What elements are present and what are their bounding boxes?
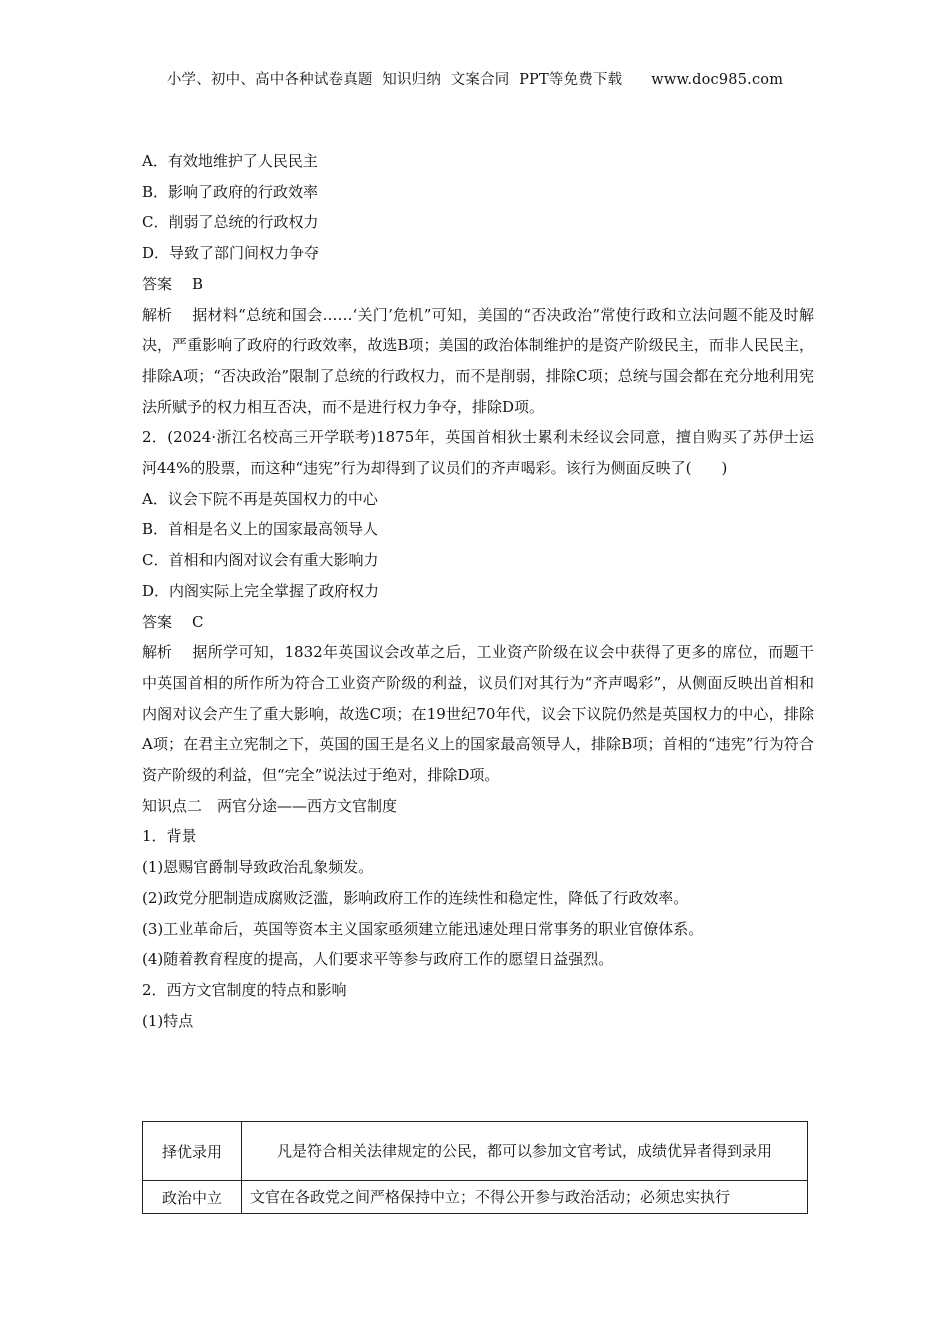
page-header: 小学、初中、高中各种试卷真题 知识归纳 文案合同 PPT等免费下载 www.doc985.com [166,72,784,88]
document-body [142,146,814,1036]
answer-value: C [192,612,204,631]
table-value-cell: 凡是符合相关法律规定的公民，都可以参加文官考试，成绩优异者得到录用 [242,1122,808,1181]
q2-option-c: C．首相和内阁对议会有重大影响力 [142,551,379,570]
q1-option-d: D．导致了部门间权力争夺 [142,244,320,263]
table-row [143,1122,808,1181]
analysis-text: 据所学可知，1832年英国议会改革之后，工业资产阶级在议会中获得了更多的席位，而题干中英国首相的所作所为符合工业资产阶级的利益，议员们对其行为“齐声喝彩”，从侧面反映出首相和内阁对议会产生了重大影响，故选C项；在19世纪70年代，议会下议院仍然是英国权力的中心，排除A项；在君主立宪制之下，英国的国王是名义上的国家最高领导人，排除B项；首相的“违宪”行为符合资产阶级的利益，但“完全”说法过于绝对，排除D项。 [142,643,814,785]
q2-option-b: B．首相是名义上的国家最高领导人 [142,520,379,539]
analysis-label: 解析 [142,643,173,662]
q1-option-a: A．有效地维护了人民民主 [142,152,318,170]
q1-answer [142,269,814,300]
table-row [143,1181,808,1214]
section-title: 知识点二 两官分途——西方文官制度 [142,796,398,815]
q1-option-b: B．影响了政府的行政效率 [142,182,319,201]
q2-option-a: A．议会下院不再是英国权力的中心 [142,489,378,508]
table-value-cell: 文官在各政党之间严格保持中立；不得公开参与政治活动；必须忠实执行 [242,1181,808,1214]
background-item-1: (1)恩赐官爵制导致政治乱象频发。 [142,858,374,877]
features-title: 2．西方文官制度的特点和影响 [142,980,347,999]
background-title: 1．背景 [142,827,197,846]
q2-stem: 2．(2024·浙江名校高三开学联考)1875年，英国首相狄士累利未经议会同意，擅自购买了苏伊士运河44%的股票，而这种“违宪”行为却得到了议员们的齐声喝彩。该行为侧面反映了( ) [142,428,814,478]
q1-option-c: C．削弱了总统的行政权力 [142,213,319,232]
background-item-2: (2)政党分肥制造成腐败泛滥，影响政府工作的连续性和稳定性，降低了行政效率。 [142,888,689,907]
analysis-text: 据材料“总统和国会……‘关门’危机”可知，美国的“否决政治”常使行政和立法问题不能及时解决，严重影响了政府的行政效率，故选B项；美国的政治体制维护的是资产阶级民主，而非人民民主，排除A项；“否决政治”限制了总统的行政权力，而不是削弱，排除C项；总统与国会都在充分地利用宪法所赋予的权力相互否决，而不是进行权力争夺，排除D项。 [142,305,814,416]
features-table [142,1121,808,1214]
background-item-4: (4)随着教育程度的提高，人们要求平等参与政府工作的愿望日益强烈。 [142,950,614,969]
q2-answer [142,607,814,638]
answer-value: B [192,274,204,293]
answer-label: 答案 [142,612,173,631]
q2-option-d: D．内阁实际上完全掌握了政府权力 [142,581,380,600]
table-key-cell: 政治中立 [143,1181,242,1214]
q2-analysis [142,637,814,791]
q1-analysis [142,300,814,423]
table-key-cell: 择优录用 [143,1122,242,1181]
features-sub: (1)特点 [142,1011,194,1030]
analysis-label: 解析 [142,305,173,324]
background-item-3: (3)工业革命后，英国等资本主义国家亟须建立能迅速处理日常事务的职业官僚体系。 [142,919,704,938]
answer-label: 答案 [142,274,173,293]
